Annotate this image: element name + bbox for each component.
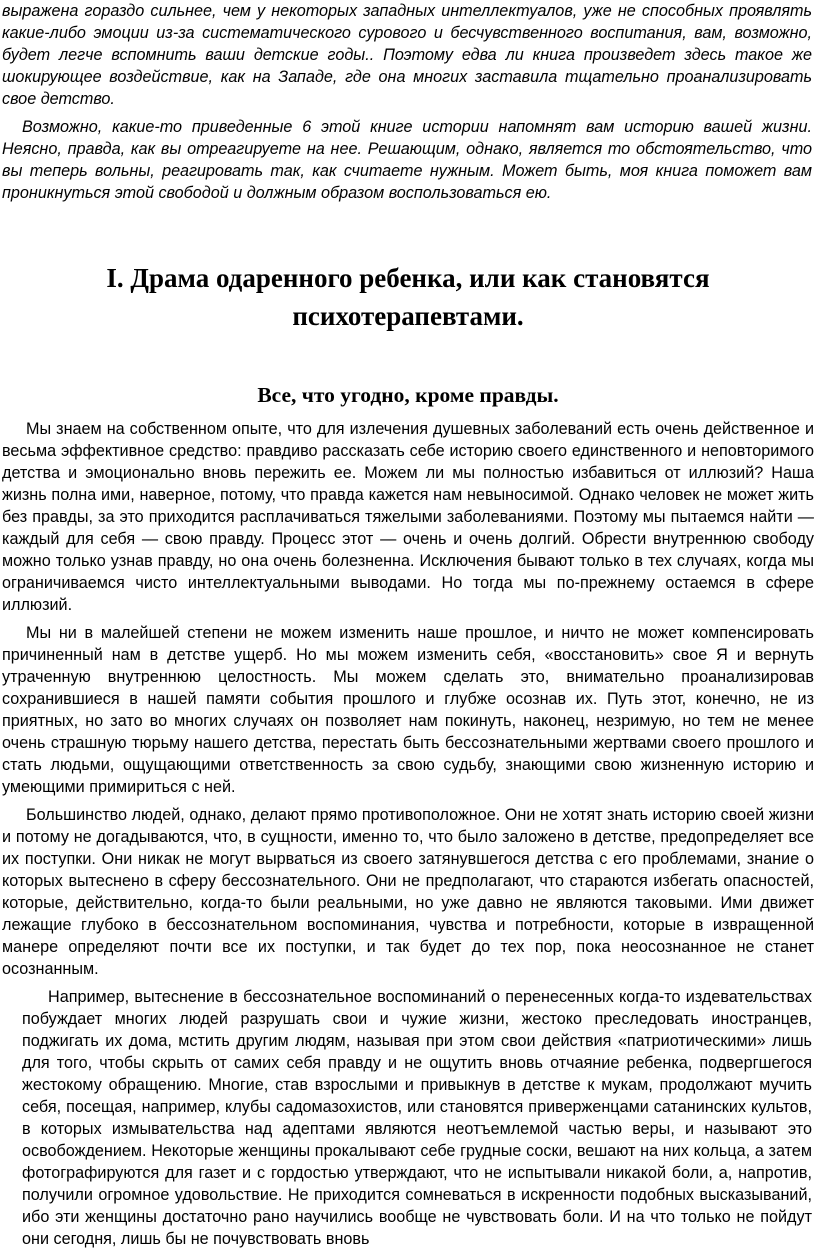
intro-paragraph: выражена гораздо сильнее, чем у некоторых западных интеллектуалов, уже не способных проявлять какие-либо эмоции из-за систематического сурового и бесчувственного воспитания, вам, возможно, будет легче вспомнить ваши детские годы.. Поэтому едва ли книга произведет здесь такое же шокирующее воздействие, как на Западе, где она многих заставила тщательно проанализировать свое детство.: [2, 2, 812, 108]
body-paragraph: Мы ни в малейшей степени не можем изменить наше прошлое, и ничто не может компенсировать причиненный нам в детстве ущерб. Но мы можем изменить себя, «восстановить» свое Я и вернуть утраченную внутреннюю целостность. Мы можем сделать это, внимательно проанализировав сохранившиеся в нашей памяти события прошлого и глубже осознав их. Путь этот, конечно, не из приятных, но зато во многих случаях он позволяет нам покинуть, наконец, незримую, но тем не менее очень страшную тюрьму нашего детства, перестать быть бессознательными жертвами своего прошлого и стать людьми, ощущающими ответственность за свою судьбу, знающими свою жизненную историю и умеющими примириться с ней.: [2, 624, 814, 796]
indented-block: [0, 986, 816, 1250]
indented-paragraph: Например, вытеснение в бессознательное воспоминаний о перенесенных когда-то издевательствах побуждает многих людей разрушать свои и чужие жизни, жестоко преследовать иностранцев, поджигать их дома, мстить другим людям, называя при этом свои действия «патриотическими» лишь для того, чтобы скрыть от самих себя правду и не ощутить вновь отчаяние ребенка, подвергшегося жестокому обращению. Многие, став взрослыми и привыкнув в детстве к мукам, продолжают мучить себя, посещая, например, клубы садомазохистов, или становятся приверженцами сатанинских культов, в которых измывательства над адептами являются неотъемлемой частью веры, и называют это освобождением. Некоторые женщины прокалывают себе грудные соски, вешают на них кольца, а затем фотографируются для газет и с гордостью утверждают, что не испытывали никакой боли, а, напротив, получили огромное удовольствие. Не приходится сомневаться в искренности подобных высказываний, ибо эти женщины достаточно рано научились вообще не чувствовать боли. И на что только не пойдут они сегодня, лишь бы не почувствовать вновь: [22, 988, 812, 1248]
section-title: Все, что угодно, кроме правды.: [257, 383, 559, 407]
intro-paragraph: Возможно, какие-то приведенные 6 этой книге истории напомнят вам историю вашей жизни. Неясно, правда, как вы отреагируете на нее. Решающим, однако, является то обстоятельство, что вы теперь вольны, реагировать так, как считаете нужным. Может быть, моя книга поможет вам проникнуться этой свободой и должным образом воспользоваться ею.: [2, 118, 812, 202]
intro-block: [0, 0, 816, 204]
body-paragraph: Большинство людей, однако, делают прямо противоположное. Они не хотят знать историю своей жизни и потому не догадываются, что, в сущности, именно то, что было заложено в детстве, предопределяет все их поступки. Они никак не могут вырваться из своего затянувшегося детства с его проблемами, знание о которых вытеснено в сферу бессознательного. Они не предполагают, что стараются избегать опасностей, которые, действительно, когда-то были реальными, но уже давно не являются таковыми. Ими движет лежащие глубоко в бессознательном воспоминания, чувства и потребности, которые в извращенной манере определяют почти все их поступки, и так будет до тех пор, пока неосознанное не станет осознанным.: [2, 806, 814, 978]
body-paragraph: Мы знаем на собственном опыте, что для излечения душевных заболеваний есть очень действенное и весьма эффективное средство: правдиво рассказать себе историю своего единственного и неповторимого детства и эмоционально вновь пережить ее. Можем ли мы полностью избавиться от иллюзий? Наша жизнь полна ими, наверное, потому, что правда кажется нам невыносимой. Однако человек не может жить без правды, за это приходится расплачиваться тяжелыми заболеваниями. Поэтому мы пытаемся найти — каждый для себя — свою правду. Процесс этот — очень и очень долгий. Обрести внутреннюю свободу можно только узнав правду, но она очень болезненна. Исключения бывают только в тех случаях, когда мы ограничиваемся чисто интеллектуальными выводами. Но тогда мы по-прежнему остаемся в сфере иллюзий.: [2, 420, 814, 614]
chapter-title: I. Драма одаренного ребенка, или как становятся психотерапевтами.: [106, 263, 710, 331]
body-text: [0, 418, 816, 980]
